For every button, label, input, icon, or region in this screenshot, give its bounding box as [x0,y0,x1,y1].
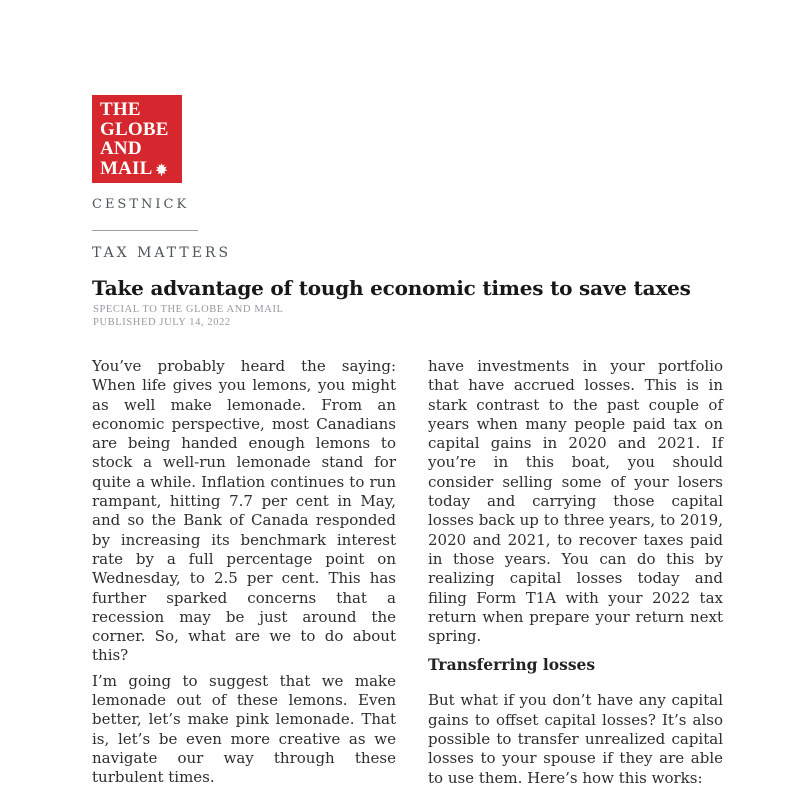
logo-text-line: THE [100,99,141,120]
article-column-left [92,357,396,794]
maple-leaf-icon [155,163,168,176]
logo-text-mail: MAIL [100,157,153,179]
kicker-divider [92,230,198,231]
section-kicker: TAX MATTERS [92,245,232,261]
publish-date: PUBLISHED JULY 14, 2022 [93,316,231,328]
section-subhead: Transferring losses [428,655,596,675]
article-headline: Take advantage of tough economic times to save taxes [92,276,691,300]
article-paragraph: I’m going to suggest that we make lemonade out of these lemons. Even better, let’s make pink lemonade. That is, let’s be even more creative as we navigate our way through these turbulent times. [92,671,396,787]
article-column-right [428,357,723,794]
logo-text-line: GLOBE [100,118,169,140]
logo-text-line [100,159,182,179]
article-paragraph: But what if you don’t have any capital gains to offset capital losses? It’s also possible to transfer unrealized capital losses to your spouse if they are able to use them. Here’s how this works: [428,691,723,787]
article-paragraph: have investments in your portfolio that have accrued losses. This is in stark contrast to the past couple of years when many people paid tax on capital gains in 2020 and 2021. If you’re in this boat, you should consider selling some of your losers today and carrying those capital losses back up to three years, to 2019, 2020 and 2021, to recover taxes paid in those years. You can do this by realizing capital losses today and filing Form T1A with your 2022 tax return when prepare your return next spring. [428,357,723,646]
byline-block [93,304,284,329]
byline-credit: SPECIAL TO THE GLOBE AND MAIL [93,304,284,315]
globe-and-mail-logo[interactable] [92,95,182,183]
article-body [92,357,723,794]
article-paragraph: You’ve probably heard the saying: When life gives you lemons, you might as well make lemonade. From an economic perspective, most Canadians are being handed enough lemons to stock a well-run lemonade stand for quite a while. Inflation continues to run rampant, hitting 7.7 per cent in May, and so the Bank of Canada responded by increasing its benchmark interest rate by a full percentage point on Wednesday, to 2.5 per cent. This has further sparked concerns that a recession may be just around the corner. So, what are we to do about this? [92,357,396,665]
author-kicker: CESTNICK [92,197,190,212]
logo-text-line: AND [100,138,142,159]
